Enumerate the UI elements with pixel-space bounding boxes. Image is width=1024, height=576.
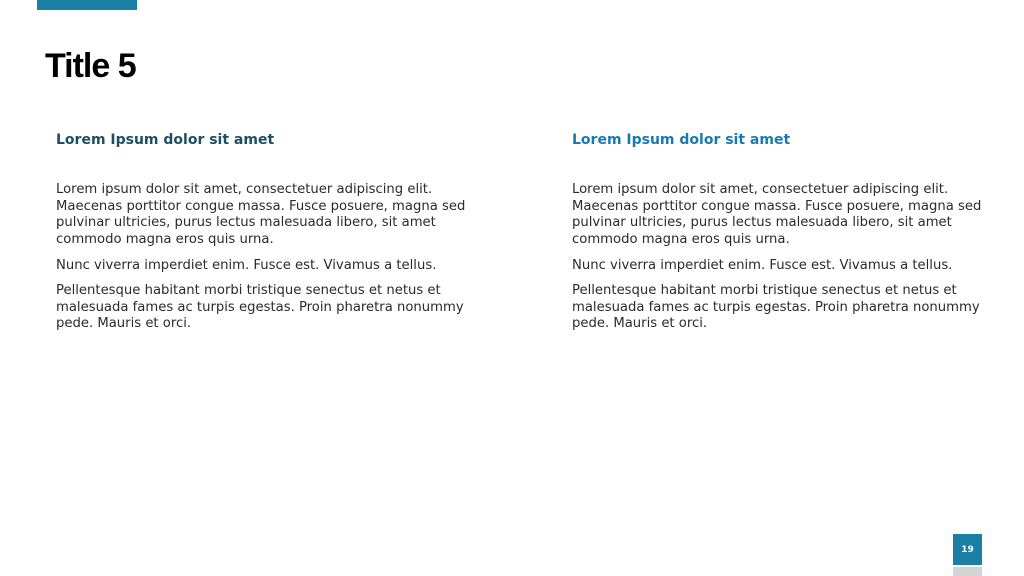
left-paragraph-2: Nunc viverra imperdiet enim. Fusce est. Vivamus a tellus. bbox=[56, 258, 437, 273]
left-paragraph-1: Lorem ipsum dolor sit amet, consectetuer adipiscing elit. Maecenas porttitor congue massa. Fusce posuere, magna sed pulvinar ultricies, purus lectus malesuada libero, sit amet commodo magna eros quis urna. bbox=[56, 182, 466, 247]
left-column bbox=[56, 129, 466, 341]
right-column-heading: Lorem Ipsum dolor sit amet bbox=[572, 132, 791, 148]
left-paragraph-3: Pellentesque habitant morbi tristique senectus et netus et malesuada fames ac turpis egestas. Proin pharetra nonummy pede. Mauris et orci. bbox=[56, 283, 464, 331]
right-paragraph-1: Lorem ipsum dolor sit amet, consectetuer adipiscing elit. Maecenas porttitor congue massa. Fusce posuere, magna sed pulvinar ultricies, purus lectus malesuada libero, sit amet commodo magna eros quis urna. bbox=[572, 182, 982, 247]
top-accent-bar bbox=[37, 0, 137, 10]
page-number-text: 19 bbox=[961, 544, 974, 555]
right-column bbox=[572, 129, 982, 341]
page-number-badge bbox=[953, 534, 982, 565]
left-column-body bbox=[56, 182, 466, 333]
right-paragraph-2: Nunc viverra imperdiet enim. Fusce est. Vivamus a tellus. bbox=[572, 258, 953, 273]
right-paragraph-3: Pellentesque habitant morbi tristique senectus et netus et malesuada fames ac turpis egestas. Proin pharetra nonummy pede. Mauris et orci. bbox=[572, 283, 980, 331]
page-number-tab-shadow bbox=[953, 567, 982, 576]
left-column-heading: Lorem Ipsum dolor sit amet bbox=[56, 132, 275, 148]
right-column-body bbox=[572, 182, 982, 333]
slide-title: Title 5 bbox=[45, 47, 136, 85]
